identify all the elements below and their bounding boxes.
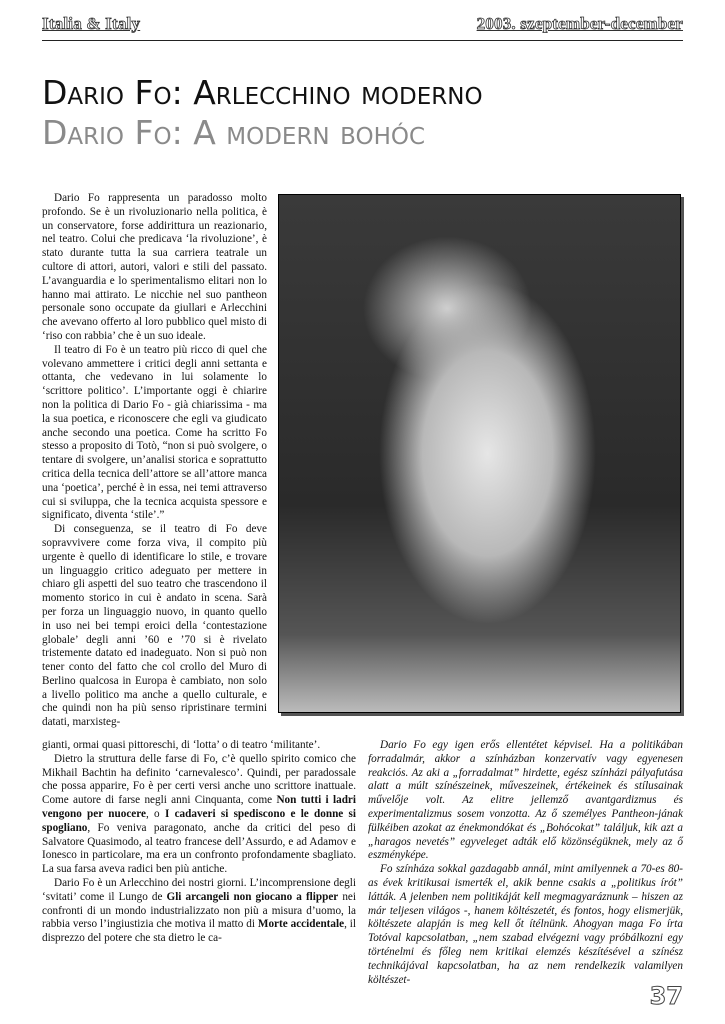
running-header-right: 2003. szeptember-december <box>476 14 683 33</box>
paragraph: Di conseguenza, se il teatro di Fo deve sopravvivere come forza viva, il compito più urgente è quello di identificare lo stile, e trovare un linguaggio critico adeguato per mettere in chiaro gli aspetti del suo teatro che trascendono il momento storico in cui è andato in scena. Sarà per forza un linguaggio nuovo, in quanto quello in uso nei bei tempi eroici della ‘contestazione globale’ degli anni ’60 e ’70 si è rivelato tristemente datato ed inadeguato. Non si può non tener conto del fatto che col crollo del Muro di Berlino qualcosa in Europa è cambiato, non solo a livello politico ma anche a quello culturale, e che quindi non ha più senso ripristinare termini datati, marxisteg- <box>42 523 267 729</box>
article-column-italian-top <box>42 192 267 730</box>
article-column-italian-bottom <box>42 739 356 946</box>
title-hungarian: Dario Fo: A modern bohóc <box>42 113 426 152</box>
play-title: Gli arcangeli non giocano a flipper <box>166 890 339 903</box>
paragraph: Dario Fo è un Arlecchino dei nostri giorni. L’incomprensione degli ‘svitati’ come il Lungo de Gli arcangeli non giocano a flipper nei confronti di un mondo industrializzato non più a misura d’uomo, la rabbia verso l’ingiustizia che motiva il matto di Morte accidentale, il disprezzo del potere che sta dietro le ca- <box>42 876 356 945</box>
paragraph: Dario Fo egy igen erős ellentétet képvisel. Ha a politikában forradalmár, akkor a színházban konzervatív vagy egyenesen reakciós. Az aki a „forradalmat” hirdette, egész színházi pályafutása alatt a múlt színészeinek, műveszeinek, értékeinek és stílusainak művelője volt. Az elitre jellemző avantgardizmus és experimentalizmus sosem vonzotta. Az ő személyes Pantheon-jának fülkéiben azokat az énekmondókat és „Bohócokat” találjuk, kik azt a „haragos nevetés” egyveleget adták elő közönségüknek, mely az ő eszményképe. <box>368 739 683 862</box>
page-number: 37 <box>649 982 683 1010</box>
play-title: Morte accidentale <box>257 918 345 931</box>
header-rule <box>42 40 683 41</box>
running-header-left: Italia & Italy <box>42 14 141 33</box>
paragraph: Il teatro di Fo è un teatro più ricco di quel che volevano ammettere i critici degli anni settanta e ottanta, che vedevano in lui solamente lo ‘scrittore politico’. L’importante oggi è chiarire non la politica di Dario Fo - già chiarissima - ma la sua poetica, e riconoscere che egli va giudicato anche secondo una poetica. Come ha scritto Fo stesso a proposito di Totò, “non si può svolgere, o tentare di svolgere, un’analisi storica e soprattutto critica della tecnica dell’attore se all’attore manca una ‘poetica’, perché è in essa, nei temi attraverso cui si sviluppa, che la tecnica acquista spessore e significato, diventa ‘stile’.” <box>42 343 267 522</box>
paragraph: Dietro la struttura delle farse di Fo, c’è quello spirito comico che Mikhail Bachtin ha definito ‘carnevalesco’. Quindi, per paradossale che possa apparire, Fo è per certi versi anche uno scrittore inattuale. Come autore di farse negli anni Cinquanta, come Non tutti i ladri vengono per nuocere, o I cadaveri si spediscono e le donne si spogliano, Fo veniva paragonato, anche da critici del peso di Salvatore Quasimodo, al teatro francese dell’Assurdo, e ad Adamov e Ionesco in particolare, ma era un confronto profondamente sbagliato. La sua farsa aveva radici ben più antiche. <box>42 752 357 876</box>
paragraph: Fo színháza sokkal gazdagabb annál, mint amilyennek a 70-es 80-as évek kritikusai ismerték el, akik benne csakis a „politikus írót” látták. A jelenben nem politikáját kell megmagyaráznunk – hiszen az már teljesen világos -, hanem költészetét, és fontos, hogy elismerjük, költészete alapján is meg kell őt ítélnünk. Ahogyan maga Fo írta Totóval kapcsolatban, „nem szabad elvégezni vagy próbálkozni egy történelmi és főleg nem kritikai elemzés készítésével a színész technikájával kapcsolatban, ha az nem rendelkezik valamilyen költészet- <box>368 863 683 986</box>
paragraph: gianti, ormai quasi pittoreschi, di ‘lotta’ o di teatro ‘militante’. <box>42 739 321 751</box>
article-column-hungarian <box>368 739 683 987</box>
play-title: I cadaveri si spediscono e le donne si spogliano <box>42 807 357 834</box>
paragraph: Dario Fo rappresenta un paradosso molto profondo. Se è un rivoluzionario nella politica, è un conservatore, forse addirittura un reazionario, nel teatro. Colui che predicava ‘la rivoluzione’, è stato durante tutta la sua carriera teatrale un cultore di attori, autori, valori e stili del passato. L’avanguardia e lo sperimentalismo elitari non lo hanno mai attirato. Le nicchie nel suo pantheon personale sono occupate da giullari e Arlecchini che avevano offerto al loro pubblico quel misto di ‘riso con rabbia’ che è un suo ideale. <box>42 192 267 342</box>
title-italian: Dario Fo: Arlecchino moderno <box>42 73 483 112</box>
portrait-photo <box>278 194 681 713</box>
play-title: Non tutti i ladri vengono per nuocere <box>42 794 356 820</box>
